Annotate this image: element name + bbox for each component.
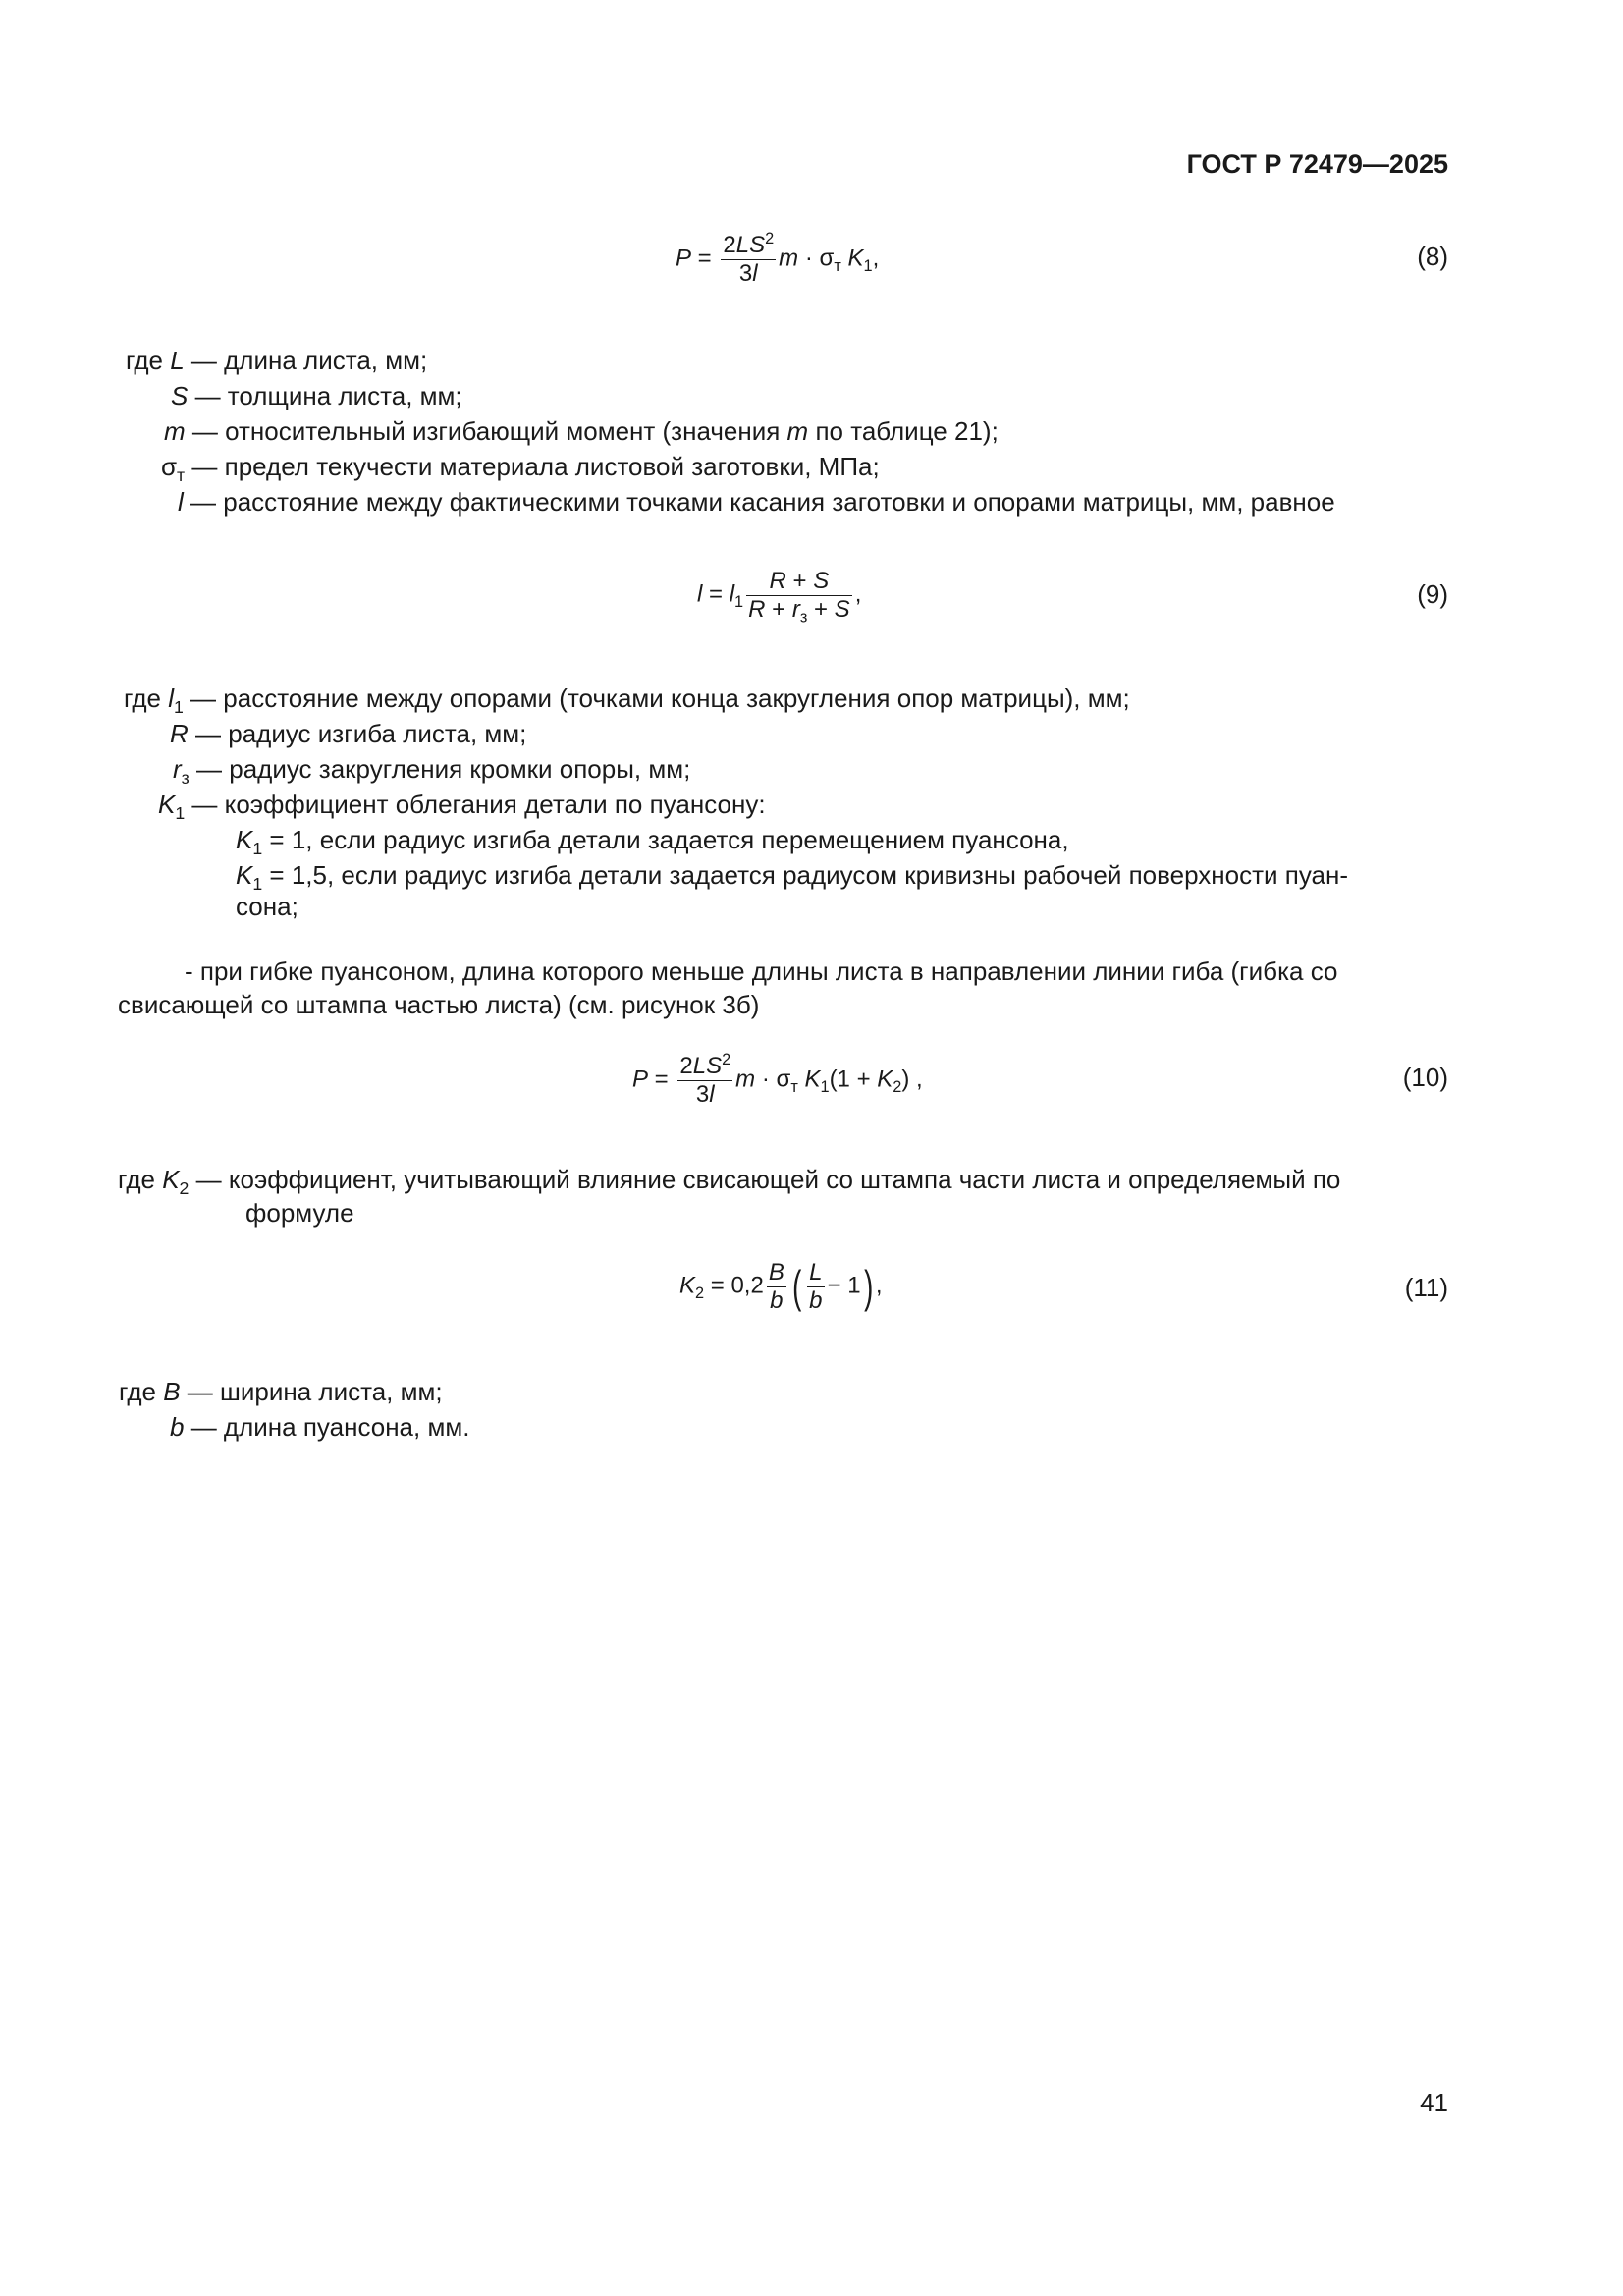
equation-number-10: (10) [1402, 1063, 1448, 1092]
def-sigma: $\sigma_т$ — предел текучести материала листовой заготовки, МПа; [161, 452, 880, 486]
document-header: ГОСТ Р 72479—2025 [1186, 149, 1448, 179]
def-B: где B — ширина листа, мм; [119, 1377, 443, 1406]
formula-9: $l = l_1$ $\frac{R + S}{R + r_з + S}$ , [697, 568, 862, 627]
where-label: где [124, 683, 161, 713]
def-sigma-text: — предел текучести материала листовой заготовки, МПа; [191, 452, 880, 481]
where-label: где [126, 346, 163, 375]
formula-8: P = $\frac{2LS^2}{3l}$ $m \cdot \sigma_т$ $K_1$, [676, 230, 880, 287]
def-S: S — толщина листа, мм; [171, 381, 462, 410]
def-L-text: — длина листа, мм; [190, 346, 428, 375]
equation-number-8: (8) [1417, 242, 1448, 271]
where-label: где [119, 1377, 156, 1406]
paragraph-line-2: свисающей со штампа частью листа) (см. рисунок 3б) [118, 990, 760, 1019]
def-K1: $K_1$ — коэффициент облегания детали по пуансону: [158, 790, 766, 824]
def-l1: где $l_1$ — расстояние между опорами (точками конца закругления опор матрицы), мм; [124, 683, 1130, 718]
def-S-text: — толщина листа, мм; [194, 381, 462, 410]
formula-10: P = $\frac{2LS^2}{3l}$ $m \cdot \sigma_т$ $K_1(1 + K_2)$ , [632, 1051, 923, 1108]
def-K1-case2-text: = 1,5, если радиус изгиба детали задается радиусом кривизны рабочей поверхности пуан- [269, 860, 1348, 890]
def-m-text-a: — относительный изгибающий момент (значения [191, 416, 781, 446]
def-K1-case1-text: = 1, если радиус изгиба детали задается перемещением пуансона, [269, 825, 1069, 854]
def-R: R — радиус изгиба листа, мм; [170, 719, 527, 748]
def-K2-cont: формуле [245, 1198, 354, 1228]
def-K1-text: — коэффициент облегания детали по пуансону: [191, 790, 766, 819]
def-l: l — расстояние между фактическими точками касания заготовки и опорами матрицы, мм, равное [178, 487, 1335, 517]
def-l1-text: — расстояние между опорами (точками конца закругления опор матрицы), мм; [190, 683, 1130, 713]
def-K2: где $K_2$ — коэффициент, учитывающий влияние свисающей со штампа части листа и определяемый по [118, 1165, 1341, 1199]
def-K2-text: — коэффициент, учитывающий влияние свисающей со штампа части листа и определяемый по [195, 1165, 1341, 1194]
def-R-text: — радиус изгиба листа, мм; [195, 719, 527, 748]
def-b: b — длина пуансона, мм. [170, 1412, 470, 1442]
def-L: где L — длина листа, мм; [126, 346, 428, 375]
def-B-text: — ширина листа, мм; [187, 1377, 443, 1406]
def-r3-text: — радиус закругления кромки опоры, мм; [196, 754, 691, 784]
equation-number-11: (11) [1404, 1273, 1448, 1302]
equation-number-9: (9) [1417, 579, 1448, 609]
formula-11: $K_2 = 0,2$ $\frac{B}{b}$ ( $\frac{L}{b}$ − 1) , [679, 1259, 883, 1314]
def-m: m — относительный изгибающий момент (значения m по таблице 21); [164, 416, 999, 446]
def-m-text-b: по таблице 21); [815, 416, 999, 446]
def-K1-case1: $K_1 = 1$, если радиус изгиба детали задается перемещением пуансона, [236, 825, 1069, 859]
where-label: где [118, 1165, 155, 1194]
paragraph-line-1: - при гибке пуансоном, длина которого меньше длины листа в направлении линии гиба (гибка со [185, 957, 1338, 986]
def-r3: $r_з$ — радиус закругления кромки опоры, мм; [173, 754, 691, 789]
def-b-text: — длина пуансона, мм. [190, 1412, 470, 1442]
page-number: 41 [1420, 2088, 1448, 2117]
def-K1-case2: $K_1 = 1,5$, если радиус изгиба детали задается радиусом кривизны рабочей поверхности пуан- [236, 860, 1348, 895]
def-K1-case2-cont: сона; [236, 892, 298, 921]
def-l-text: — расстояние между фактическими точками касания заготовки и опорами матрицы, мм, равное [190, 487, 1335, 517]
